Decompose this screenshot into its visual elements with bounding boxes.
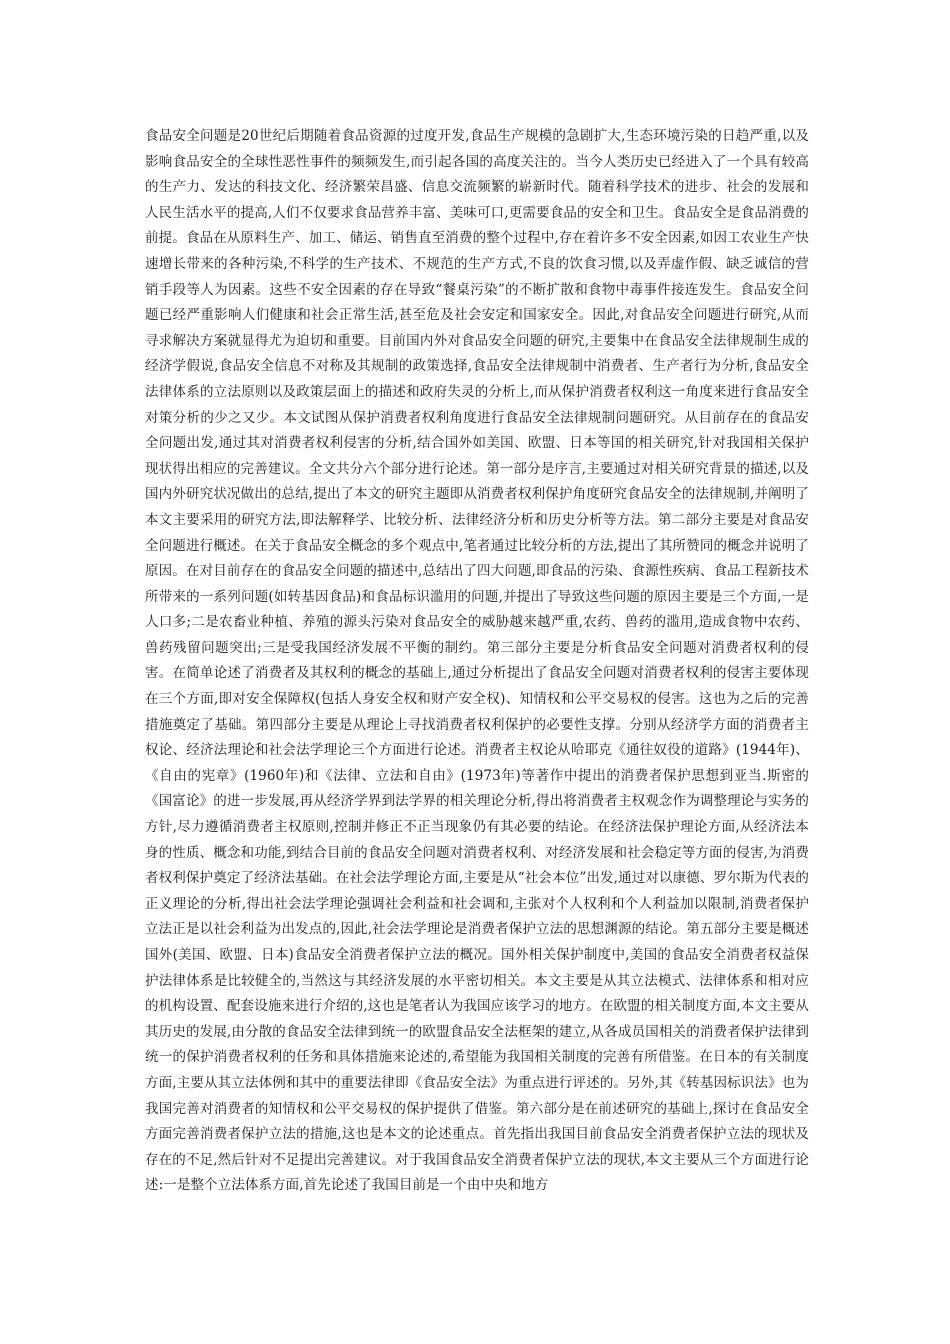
body-paragraph: 食品安全问题是20世纪后期随着食品资源的过度开发,食品生产规模的急剧扩大,生态环境污染的日趋严重,以及影响食品安全的全球性恶性事件的频频发生,而引起各国的高度关注的。当今人类历史已经进入了一个具有较高的生产力、发达的科技文化、经济繁荣昌盛、信息交流频繁的崭新时代。随着科学技术的进步、社会的发展和人民生活水平的提高,人们不仅要求食品营养丰富、美味可口,更需要食品的安全和卫生。食品安全是食品消费的前提。食品在从原料生产、加工、储运、销售直至消费的整个过程中,存在着许多不安全因素,如因工农业生产快速增长带来的各种污染,不科学的生产技术、不规范的生产方式,不良的饮食习惯,以及弄虚作假、缺乏诚信的营销手段等人为因素。这些不安全因素的存在导致“餐桌污染”的不断扩散和食物中毒事件接连发生。食品安全问题已经严重影响人们健康和社会正常生活,甚至危及社会安定和国家安全。因此,对食品安全问题进行研究,从而寻求解决方案就显得尤为迫切和重要。目前国内外对食品安全问题的研究,主要集中在食品安全法律规制生成的经济学假说,食品安全信息不对称及其规制的政策选择,食品安全法律规制中消费者、生产者行为分析,食品安全法律体系的立法原则以及政策层面上的描述和政府失灵的分析上,而从保护消费者权利这一角度来进行食品安全对策分析的少之又少。本文试图从保护消费者权利角度进行食品安全法律规制问题研究。从目前存在的食品安全问题出发,通过其对消费者权利侵害的分析,结合国外如美国、欧盟、日本等国的相关研究,针对我国相关保护现状得出相应的完善建议。全文共分六个部分进行论述。第一部分是序言,主要通过对相关研究背景的描述,以及国内外研究状况做出的总结,提出了本文的研究主题即从消费者权利保护角度研究食品安全的法律规制,并阐明了本文主要采用的研究方法,即法解释学、比较分析、法律经济分析和历史分析等方法。第二部分主要是对食品安全问题进行概述。在关于食品安全概念的多个观点中,笔者通过比较分析的方法,提出了其所赞同的概念并说明了原因。在对目前存在的食品安全问题的描述中,总结出了四大问题,即食品的污染、食源性疾病、食品工程新技术所带来的一系列问题(如转基因食品)和食品标识滥用的问题,并提出了导致这些问题的原因主要是三个方面,一是人口多;二是农畜业种植、养殖的源头污染对食品安全的威胁越来越严重,农药、兽药的滥用,造成食物中农药、兽药残留问题突出;三是受我国经济发展不平衡的制约。第三部分主要是分析食品安全问题对消费者权利的侵害。在简单论述了消费者及其权利的概念的基础上,通过分析提出了食品安全问题对消费者权利的侵害主要体现在三个方面,即对安全保障权(包括人身安全权和财产安全权)、知情权和公平交易权的侵害。这也为之后的完善措施奠定了基础。第四部分主要是从理论上寻找消费者权利保护的必要性支撑。分别从经济学方面的消费者主权论、经济法理论和社会法学理论三个方面进行论述。消费者主权论从哈耶克《通往奴役的道路》(1944年)、《自由的宪章》(1960年)和《法律、立法和自由》(1973年)等著作中提出的消费者保护思想到亚当.斯密的《国富论》的进一步发展,再从经济学界到法学界的相关理论分析,得出将消费者主权观念作为调整理论与实务的方针,尽力遵循消费者主权原则,控制并修正不正当现象仍有其必要的结论。在经济法保护理论方面,从经济法本身的性质、概念和功能,到结合目前的食品安全问题对消费者权利、对经济发展和社会稳定等方面的侵害,为消费者权利保护奠定了经济法基础。在社会法学理论方面,主要是从“社会本位”出发,通过对以康德、罗尔斯为代表的正义理论的分析,得出社会法学理论强调社会利益和社会调和,主张对个人权利和个人利益加以限制,消费者保护立法正是以社会利益为出发点的,因此,社会法学理论是消费者保护立法的思想渊源的结论。第五部分主要是概述国外(美国、欧盟、日本)食品安全消费者保护立法的概况。国外相关保护制度中,美国的食品安全消费者权益保护法律体系是比较健全的,当然这与其经济发展的水平密切相关。本文主要是从其立法模式、法律体系和相对应的机构设置、配套设施来进行介绍的,这也是笔者认为我国应该学习的地方。在欧盟的相关制度方面,本文主要从其历史的发展,由分散的食品安全法律到统一的欧盟食品安全法框架的建立,从各成员国相关的消费者保护法律到统一的保护消费者权利的任务和具体措施来论述的,希望能为我国相关制度的完善有所借鉴。在日本的有关制度方面,主要从其立法体例和其中的重要法律即《食品安全法》为重点进行评述的。另外,其《转基因标识法》也为我国完善对消费者的知情权和公平交易权的保护提供了借鉴。第六部分是在前述研究的基础上,探讨在食品安全方面完善消费者保护立法的措施,这也是本文的论述重点。首先指出我国目前食品安全消费者保护立法的现状及存在的不足,然后针对不足提出完善建议。对于我国食品安全消费者保护立法的现状,本文主要从三个方面进行论述:一是整个立法体系方面,首先论述了我国目前是一个由中央和地方 <box>145 128 809 1194</box>
